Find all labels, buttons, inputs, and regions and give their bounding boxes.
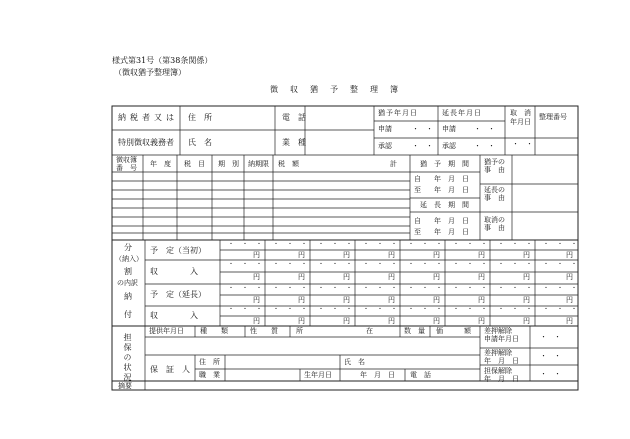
guarantor-label: 保 証 人 (150, 365, 190, 374)
amount-dot: ・ (287, 285, 294, 292)
collateral-type-header: 種 類 (200, 327, 228, 335)
amount-dot: ・ (481, 261, 488, 268)
extension-from-label: 自 (414, 217, 421, 225)
special-collector-label: 特別徴収義務者 (118, 138, 174, 147)
grace-to-date: 年 月 日 (434, 186, 469, 194)
payment-deadline-header: 納期限 (248, 160, 269, 168)
guarantor-birth-date-label: 生年月日 (304, 371, 332, 379)
form-number: 様式第31号（第38条関係） (112, 56, 213, 65)
collection-number-header: 徴収簿 番 号 (116, 156, 137, 172)
amount-dot: ・ (481, 285, 488, 292)
amount-dot: ・ (301, 285, 308, 292)
ref-number-label: 整理番号 (539, 113, 567, 121)
yen-unit: 円 (343, 296, 350, 304)
yen-unit: 円 (388, 317, 395, 325)
amount-dot: ・ (391, 261, 398, 268)
collateral-nature-header: 性 質 (250, 327, 278, 335)
planned-extension-label: 予 定（延長） (150, 290, 206, 299)
grace-from-label: 自 (414, 175, 421, 183)
amount-dot: ・ (571, 306, 578, 313)
yen-unit: 円 (253, 273, 260, 281)
form-subtitle: （徴収猶予整理簿） (114, 68, 186, 77)
amount-dot: ・ (453, 285, 460, 292)
yen-unit: 円 (478, 296, 485, 304)
address-label: 住 所 (188, 113, 212, 122)
amount-dot: ・ (453, 241, 460, 248)
extension-date-label: 延長年月日 (442, 109, 482, 117)
breakdown-label-5: 納 (124, 292, 132, 301)
income-label-1: 収 入 (150, 267, 198, 276)
extension-to-date: 年 月 日 (434, 228, 469, 236)
amount-dot: ・ (273, 261, 280, 268)
amount-dot: ・ (436, 285, 443, 292)
yen-unit: 円 (298, 296, 305, 304)
approval-date: ・ ・ (412, 142, 433, 150)
grace-date-label: 猶予年月日 (378, 109, 418, 117)
amount-dot: ・ (391, 241, 398, 248)
amount-dot: ・ (512, 241, 519, 248)
yen-unit: 円 (388, 273, 395, 281)
amount-dot: ・ (557, 261, 564, 268)
amount-dot: ・ (228, 261, 235, 268)
amount-dot: ・ (256, 306, 263, 313)
amount-dot: ・ (301, 261, 308, 268)
amount-dot: ・ (301, 241, 308, 248)
amount-dot: ・ (273, 306, 280, 313)
amount-dot: ・ (467, 285, 474, 292)
amount-dot: ・ (363, 285, 370, 292)
extension-from-date: 年 月 日 (434, 217, 469, 225)
amount-dot: ・ (408, 285, 415, 292)
amount-dot: ・ (543, 306, 550, 313)
amount-dot: ・ (436, 306, 443, 313)
phone-label: 電 話 (282, 113, 306, 122)
release-registration-date: ・ ・ (540, 333, 561, 341)
amount-dot: ・ (422, 306, 429, 313)
guarantor-address-label: 住 所 (199, 358, 220, 366)
extension-to-label: 至 (414, 228, 421, 236)
yen-unit: 円 (523, 273, 530, 281)
application-date: ・ ・ (412, 125, 433, 133)
ext-approval-label: 承認 (442, 142, 456, 150)
yen-unit: 円 (478, 251, 485, 259)
breakdown-label-3: 割 (124, 267, 132, 276)
amount-dot: ・ (557, 306, 564, 313)
amount-dot: ・ (512, 261, 519, 268)
breakdown-label-4: の内訳 (117, 279, 138, 287)
amount-dot: ・ (408, 241, 415, 248)
guarantor-name-label: 氏 名 (344, 358, 365, 366)
amount-dot: ・ (332, 285, 339, 292)
amount-dot: ・ (332, 261, 339, 268)
guarantor-phone-label: 電 話 (410, 371, 431, 379)
yen-unit: 円 (478, 273, 485, 281)
name-label: 氏 名 (188, 138, 212, 147)
yen-unit: 円 (523, 317, 530, 325)
application-label: 申請 (378, 125, 392, 133)
cancel-reason-header: 取消の 事 由 (484, 216, 505, 233)
amount-dot: ・ (318, 261, 325, 268)
amount-dot: ・ (498, 285, 505, 292)
yen-unit: 円 (253, 251, 260, 259)
amount-dot: ・ (571, 285, 578, 292)
amount-dot: ・ (526, 241, 533, 248)
tax-amount-header: 税 額 (278, 160, 299, 168)
extension-reason-header: 延長の 事 由 (484, 186, 505, 203)
breakdown-label-1: 分 (124, 243, 132, 252)
yen-unit: 円 (433, 251, 440, 259)
yen-unit: 円 (298, 317, 305, 325)
amount-dot: ・ (346, 261, 353, 268)
amount-dot: ・ (481, 306, 488, 313)
collateral-release-date: ・ ・ (540, 370, 561, 378)
amount-dot: ・ (363, 241, 370, 248)
period-type-header: 期 別 (218, 160, 239, 168)
amount-dot: ・ (242, 285, 249, 292)
amount-dot: ・ (363, 306, 370, 313)
amount-dot: ・ (287, 306, 294, 313)
amount-dot: ・ (391, 306, 398, 313)
amount-dot: ・ (242, 241, 249, 248)
business-label: 業 種 (282, 138, 306, 147)
yen-unit: 円 (433, 273, 440, 281)
collateral-quantity-header: 数 量 (404, 327, 425, 335)
amount-dot: ・ (273, 241, 280, 248)
planned-initial-label: 予 定（当初） (150, 246, 206, 255)
amount-dot: ・ (318, 241, 325, 248)
yen-unit: 円 (253, 317, 260, 325)
release-date-label: 差押解除 年 月 日 (484, 349, 519, 365)
amount-dot: ・ (377, 261, 384, 268)
amount-dot: ・ (346, 306, 353, 313)
amount-dot: ・ (287, 241, 294, 248)
collateral-release-date-label: 担保解除 年 月 日 (484, 367, 519, 383)
amount-dot: ・ (228, 285, 235, 292)
amount-dot: ・ (526, 306, 533, 313)
amount-dot: ・ (377, 306, 384, 313)
total-header: 計 (390, 160, 397, 168)
amount-dot: ・ (318, 306, 325, 313)
amount-dot: ・ (526, 285, 533, 292)
amount-dot: ・ (467, 241, 474, 248)
yen-unit: 円 (523, 296, 530, 304)
amount-dot: ・ (256, 285, 263, 292)
breakdown-label-6: 付 (124, 310, 132, 319)
yen-unit: 円 (433, 317, 440, 325)
amount-dot: ・ (543, 261, 550, 268)
amount-dot: ・ (377, 285, 384, 292)
amount-dot: ・ (436, 261, 443, 268)
yen-unit: 円 (388, 251, 395, 259)
yen-unit: 円 (343, 317, 350, 325)
amount-dot: ・ (543, 285, 550, 292)
amount-dot: ・ (346, 285, 353, 292)
amount-dot: ・ (557, 285, 564, 292)
amount-dot: ・ (242, 261, 249, 268)
amount-dot: ・ (453, 306, 460, 313)
fiscal-year-header: 年 度 (150, 160, 171, 168)
amount-dot: ・ (391, 285, 398, 292)
collateral-side-label: 担保の状況 (123, 333, 132, 383)
yen-unit: 円 (343, 273, 350, 281)
collateral-value-header: 価 額 (436, 327, 471, 335)
yen-unit: 円 (566, 273, 573, 281)
amount-dot: ・ (273, 285, 280, 292)
provision-date-header: 提供年月日 (149, 327, 184, 335)
cancel-date-label: 取 消 年月日 (510, 109, 531, 127)
amount-dot: ・ (228, 241, 235, 248)
amount-dot: ・ (526, 261, 533, 268)
tax-item-header: 税 目 (184, 160, 205, 168)
yen-unit: 円 (566, 296, 573, 304)
amount-dot: ・ (332, 306, 339, 313)
amount-dot: ・ (481, 241, 488, 248)
release-date: ・ ・ (540, 352, 561, 360)
amount-dot: ・ (242, 306, 249, 313)
yen-unit: 円 (388, 296, 395, 304)
amount-dot: ・ (422, 285, 429, 292)
amount-dot: ・ (332, 241, 339, 248)
approval-label: 承認 (378, 142, 392, 150)
amount-dot: ・ (498, 241, 505, 248)
amount-dot: ・ (498, 306, 505, 313)
amount-dot: ・ (287, 261, 294, 268)
amount-dot: ・ (256, 261, 263, 268)
income-label-2: 収 入 (150, 311, 198, 320)
ext-application-label: 申請 (442, 125, 456, 133)
amount-dot: ・ (436, 241, 443, 248)
grace-reason-header: 猶予の 事 由 (484, 158, 505, 175)
amount-dot: ・ (256, 241, 263, 248)
amount-dot: ・ (571, 241, 578, 248)
amount-dot: ・ (512, 285, 519, 292)
yen-unit: 円 (253, 296, 260, 304)
guarantor-birth-date: 年 月 日 (360, 371, 395, 379)
yen-unit: 円 (298, 251, 305, 259)
amount-dot: ・ (408, 306, 415, 313)
amount-dot: ・ (408, 261, 415, 268)
amount-dot: ・ (228, 306, 235, 313)
amount-dot: ・ (422, 261, 429, 268)
grace-from-date: 年 月 日 (434, 175, 469, 183)
amount-dot: ・ (467, 261, 474, 268)
amount-dot: ・ (557, 241, 564, 248)
amount-dot: ・ (467, 306, 474, 313)
ext-approval-date: ・ ・ (474, 142, 495, 150)
yen-unit: 円 (298, 273, 305, 281)
yen-unit: 円 (523, 251, 530, 259)
guarantor-occupation-label: 職 業 (199, 371, 220, 379)
remarks-label: 摘要 (118, 382, 132, 390)
taxpayer-label: 納税者又は (118, 113, 178, 122)
ext-application-date: ・ ・ (474, 125, 495, 133)
yen-unit: 円 (433, 296, 440, 304)
collateral-location-header: 所 在 (296, 327, 373, 335)
amount-dot: ・ (571, 261, 578, 268)
grace-to-label: 至 (414, 186, 421, 194)
extension-period-header: 延 長 期 間 (420, 201, 469, 209)
amount-dot: ・ (318, 285, 325, 292)
yen-unit: 円 (566, 317, 573, 325)
page-title: 徴 収 猶 予 整 理 簿 (270, 85, 400, 94)
cancel-date: ・ ・ (512, 140, 533, 148)
amount-dot: ・ (543, 241, 550, 248)
grace-period-header: 猶 予 期 間 (420, 160, 469, 168)
release-registration-date-label: 差押解除 申請年月日 (484, 327, 519, 343)
breakdown-label-2: （納入） (115, 255, 143, 263)
amount-dot: ・ (301, 306, 308, 313)
amount-dot: ・ (363, 261, 370, 268)
yen-unit: 円 (566, 251, 573, 259)
yen-unit: 円 (343, 251, 350, 259)
amount-dot: ・ (453, 261, 460, 268)
amount-dot: ・ (346, 241, 353, 248)
amount-dot: ・ (377, 241, 384, 248)
yen-unit: 円 (478, 317, 485, 325)
amount-dot: ・ (498, 261, 505, 268)
amount-dot: ・ (512, 306, 519, 313)
amount-dot: ・ (422, 241, 429, 248)
